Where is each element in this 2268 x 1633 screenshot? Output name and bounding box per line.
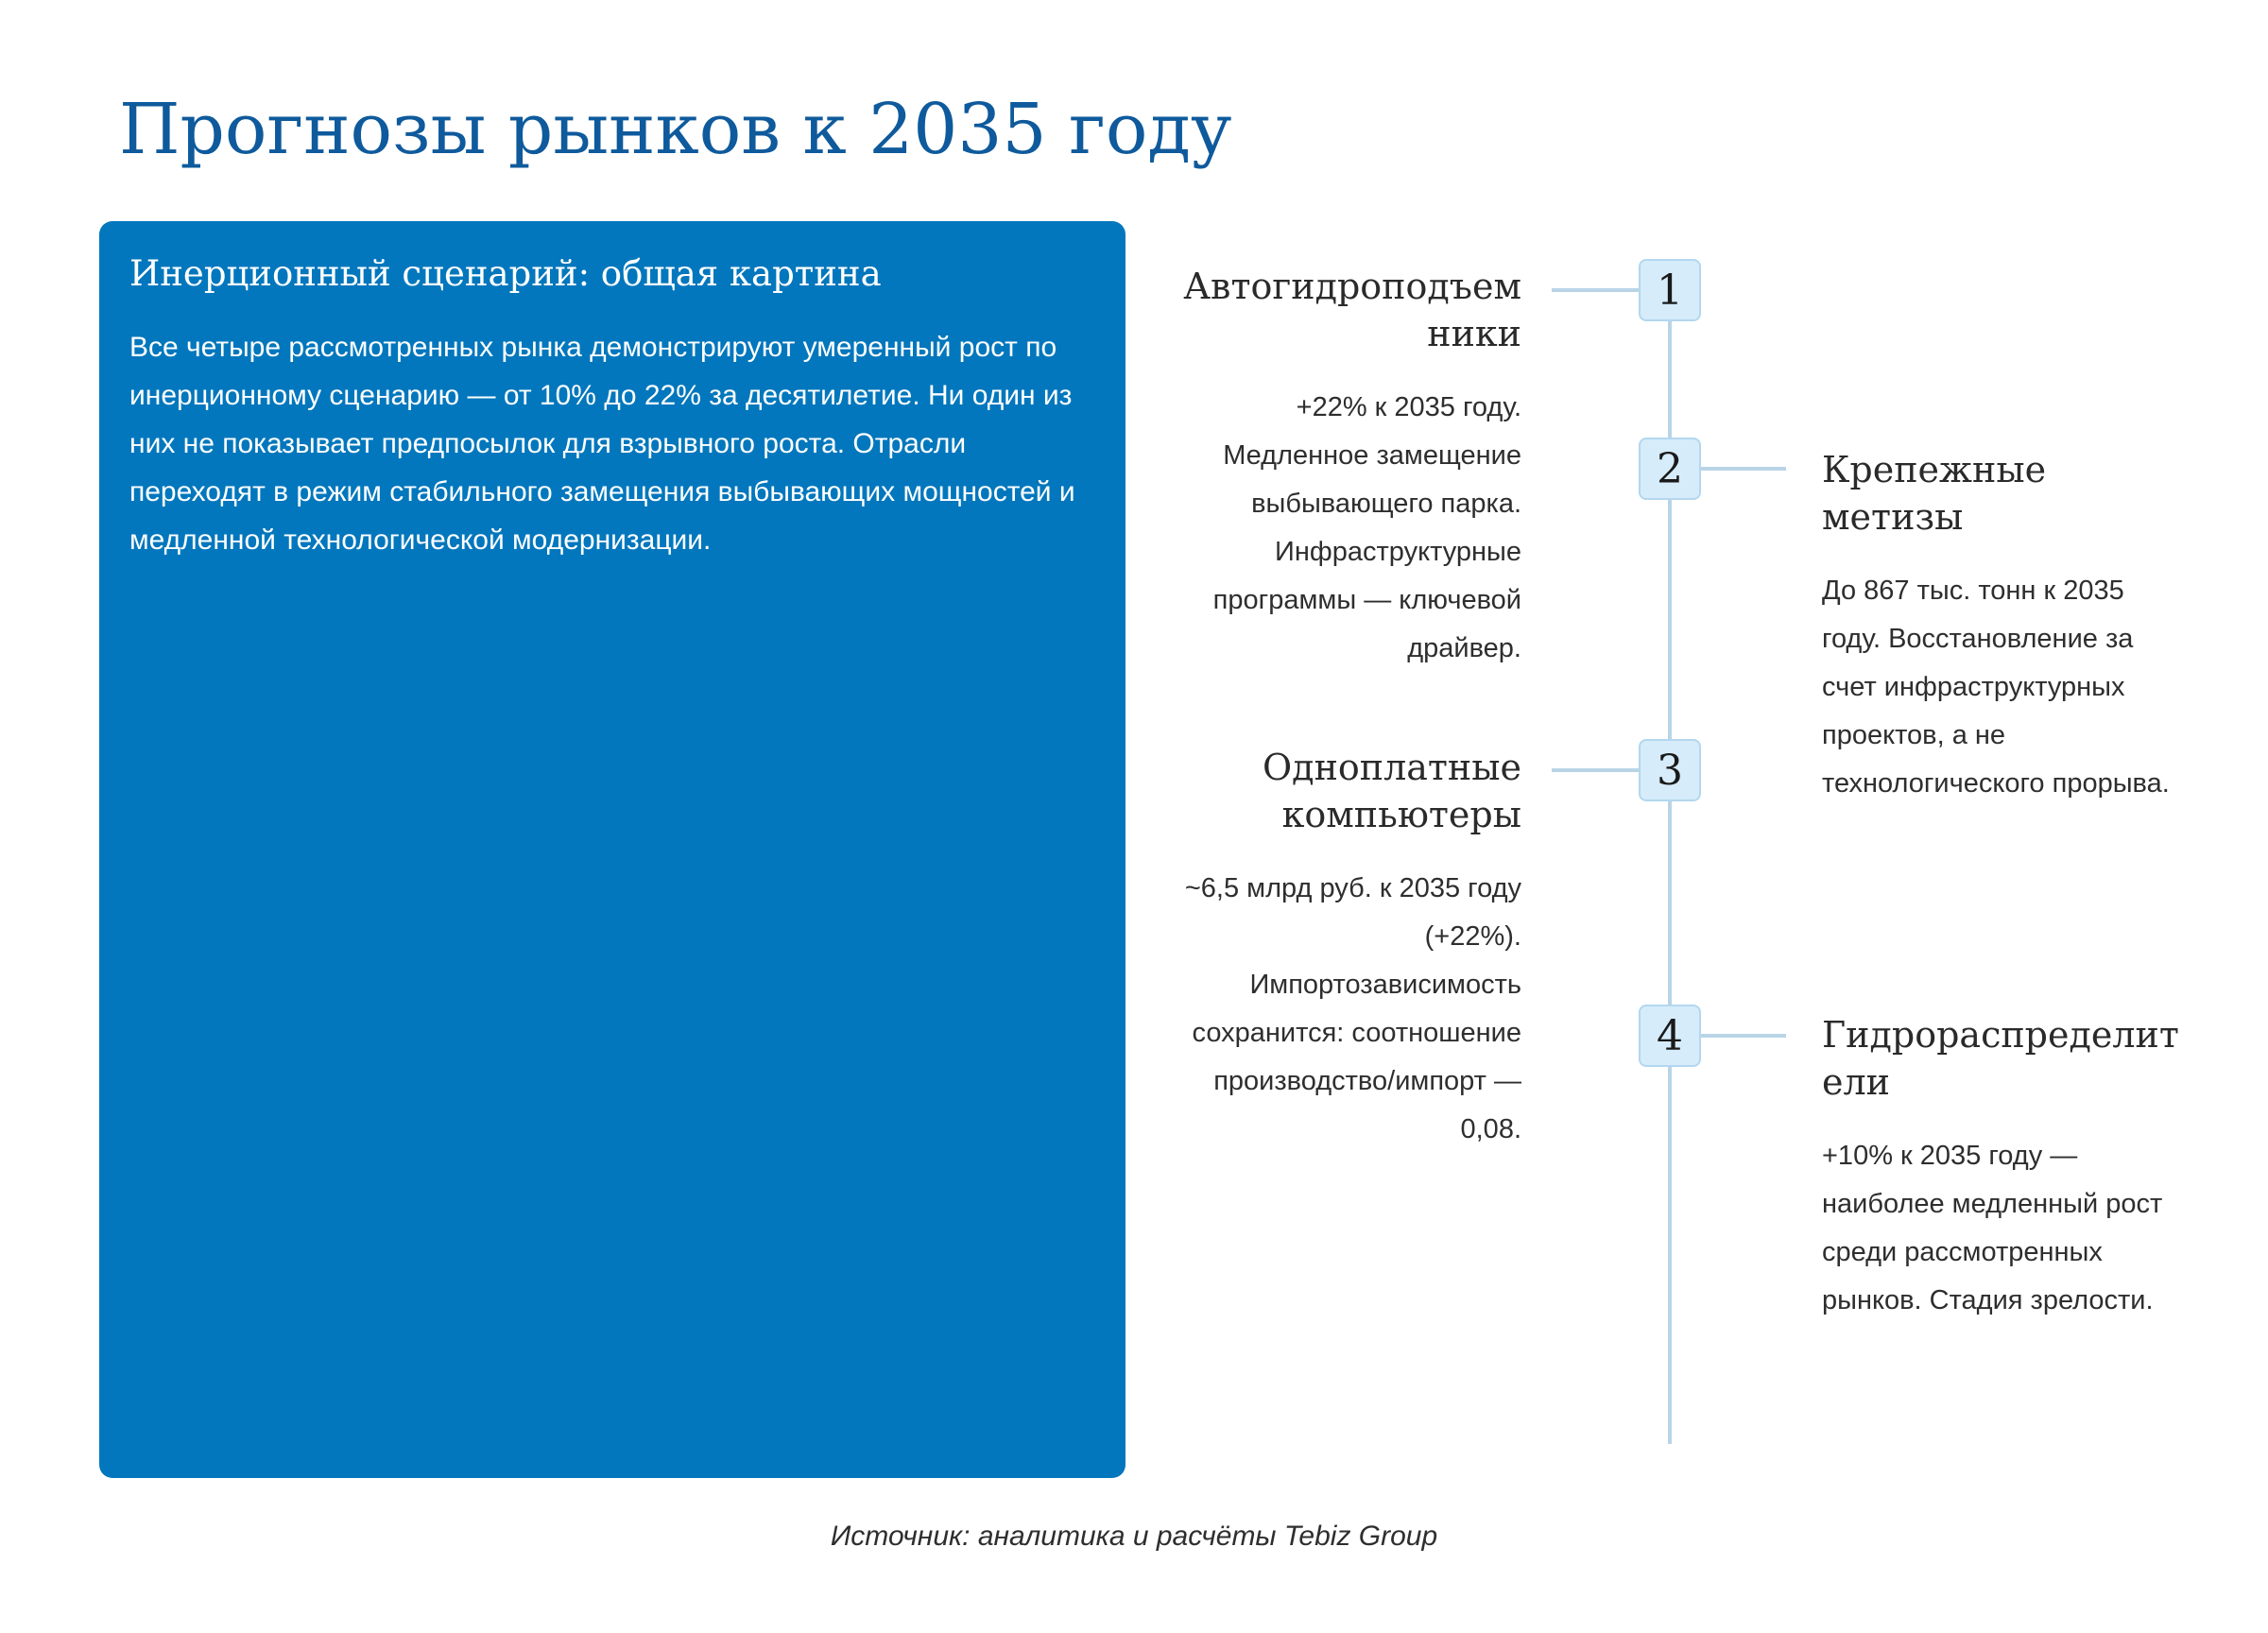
timeline-item-title: Одноплатные компьютеры bbox=[1263, 747, 1521, 835]
timeline-badge-3: 3 bbox=[1639, 739, 1701, 801]
timeline-badge-1: 1 bbox=[1639, 259, 1701, 321]
timeline-connector-1 bbox=[1552, 288, 1640, 292]
timeline-connector-4 bbox=[1701, 1034, 1786, 1038]
timeline-connector-2 bbox=[1701, 467, 1786, 471]
timeline-item-text: +10% к 2035 году — наиболее медленный рост среди рассмотренных рынков. Стадия зрелости. bbox=[1822, 1141, 2163, 1315]
summary-card bbox=[99, 221, 1125, 1478]
timeline-item-title: Автогидроподъемники bbox=[1183, 266, 1521, 354]
timeline-item-title: Гидрораспределители bbox=[1822, 1014, 2179, 1103]
timeline-item-3 bbox=[1162, 744, 1521, 1154]
timeline bbox=[1162, 236, 2230, 1465]
summary-text: Все четыре рассмотренных рынка демонстрируют умеренный рост по инерционному сценарию — от 10% до 22% за десятилетие. Ни один из них не показывает предпосылок для взрывного роста. Отрасли переходят в режим стабильного замещения выбывающих мощностей и медленной технологической модернизации. bbox=[129, 332, 1075, 556]
summary-title: Инерционный сценарий: общая картина bbox=[129, 253, 882, 294]
timeline-item-text: До 867 тыс. тонн к 2035 году. Восстановление за счет инфраструктурных проектов, а не технологического прорыва. bbox=[1822, 576, 2170, 799]
source-note: Источник: аналитика и расчёты Tebiz Group bbox=[830, 1521, 1438, 1552]
timeline-badge-4: 4 bbox=[1639, 1005, 1701, 1067]
page-title: Прогнозы рынков к 2035 году bbox=[119, 89, 1232, 170]
timeline-item-4 bbox=[1822, 1011, 2181, 1325]
timeline-connector-3 bbox=[1552, 768, 1640, 772]
timeline-item-2 bbox=[1822, 446, 2181, 808]
timeline-item-text: +22% к 2035 году. Медленное замещение выбывающего парка. Инфраструктурные программы — ключевой драйвер. bbox=[1212, 392, 1521, 663]
timeline-item-1 bbox=[1162, 263, 1521, 673]
timeline-item-text: ~6,5 млрд руб. к 2035 году (+22%). Импортозависимость сохранится: соотношение производство/импорт — 0,08. bbox=[1184, 873, 1521, 1144]
timeline-item-title: Крепежные метизы bbox=[1822, 449, 2047, 538]
timeline-badge-2: 2 bbox=[1639, 438, 1701, 500]
